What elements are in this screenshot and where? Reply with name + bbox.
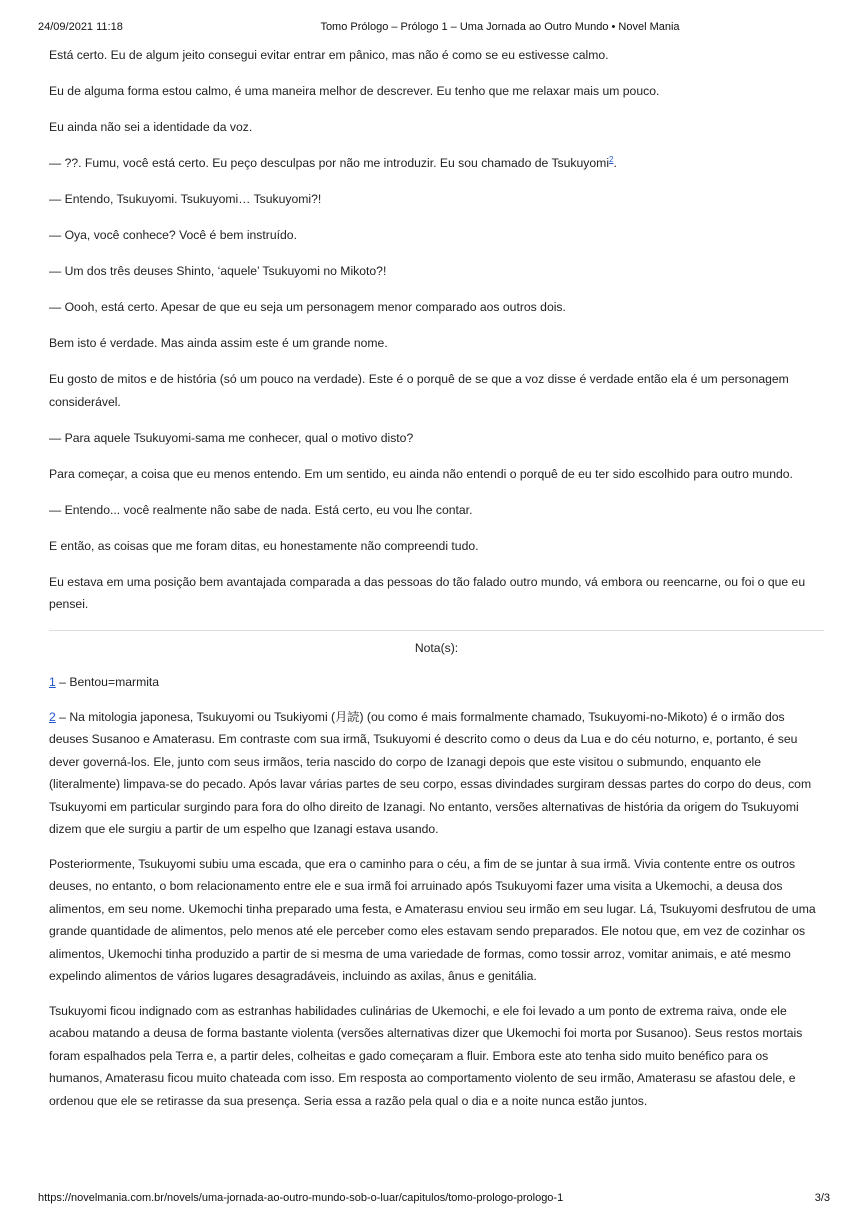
page-number: 3/3 [814,1192,830,1204]
paragraph: — Entendo, Tsukuyomi. Tsukuyomi… Tsukuyomi?! [49,192,322,206]
chapter-content [49,44,824,1124]
paragraph [49,152,824,175]
note-link-2[interactable]: 2 [49,709,56,724]
paragraph: — Oooh, está certo. Apesar de que eu seja um personagem menor comparado aos outros dois. [49,300,566,314]
paragraph: — Para aquele Tsukuyomi-sama me conhecer, qual o motivo disto? [49,430,414,445]
notes-title: Nota(s): [414,640,459,655]
paragraph-text: — ??. Fumu, você está certo. Eu peço desculpas por não me introduzir. Eu sou chamado de Tsukuyomi [49,156,610,170]
notes-section [49,637,824,1113]
paragraph-end: . [613,156,617,170]
note-text: – Bentou=marmita [55,675,160,689]
note-item [49,671,824,694]
notes-divider [49,630,824,631]
note-paragraph: Posteriormente, Tsukuyomi subiu uma escada, que era o caminho para o céu, a fim de se juntar à sua irmã. Vivia contente entre os outros deuses, no entanto, o bom relacionamento entre ele e sua irmã foi arruinado após Tsukuyomi fazer uma visita a Ukemochi, a deusa dos alimentos, em seu nome. Ukemochi tinha preparado uma festa, e Amaterasu enviou seu irmão em seu lugar. Lá, Tsukuyomi desfrutou de uma grande quantidade de alimentos, pelo menos até ele perceber como eles estavam sendo preparados. Ele notou que, em vez de cozinhar os alimentos, Ukemochi tinha produzido a partir de si mesma de uma variedade de formas, como tossir arroz, vomitar animais, e até mesmo expelindo alimentos de vários lugares desagradáveis, incluindo as axilas, ânus e genitália. [49,856,816,983]
page-url: https://novelmania.com.br/novels/uma-jornada-ao-outro-mundo-sob-o-luar/capitulos/tomo-prologo-prologo-1 [38,1192,564,1204]
paragraph: Eu ainda não sei a identidade da voz. [49,120,253,134]
paragraph: Está certo. Eu de algum jeito consegui evitar entrar em pânico, mas não é como se eu estivesse calmo. [49,48,609,62]
print-datetime: 24/09/2021 11:18 [38,21,123,33]
note-paragraph: Tsukuyomi ficou indignado com as estranhas habilidades culinárias de Ukemochi, e ele foi levado a um ponto de extrema raiva, onde ele acabou matando a deusa de forma bastante violenta (versões alternativas dizer que Ukemochi foi morta por Susanoo). Seus restos mortais foram espalhados pela Terra e, a partir deles, colheitas e gado começaram a fluir. Embora este ato tenha sido muito benéfico para os humanos, Amaterasu ficou muito chateada com isso. Em resposta ao comportamento violento de seu irmão, Amaterasu se afastou dele, e ordenou que ele se retirasse da sua presença. Seria essa a razão pela qual o dia e a noite nunca estão juntos. [49,1003,803,1108]
footnote-ref-link[interactable]: 2 [609,154,614,164]
note-link-1[interactable]: 1 [49,675,56,689]
page-title: Tomo Prólogo – Prólogo 1 – Uma Jornada ao Outro Mundo • Novel Mania [320,21,680,33]
paragraph: Eu gosto de mitos e de história (só um pouco na verdade). Este é o porquê de se que a voz disse é verdade então ela é um personagem considerável. [49,372,789,409]
paragraph: — Oya, você conhece? Você é bem instruído. [49,228,297,242]
paragraph: Eu de alguma forma estou calmo, é uma maneira melhor de descrever. Eu tenho que me relaxar mais um pouco. [49,84,660,98]
paragraph: Bem isto é verdade. Mas ainda assim este é um grande nome. [49,336,388,350]
paragraph: E então, as coisas que me foram ditas, eu honestamente não compreendi tudo. [49,538,479,553]
paragraph: — Um dos três deuses Shinto, ‘aquele’ Tsukuyomi no Mikoto?! [49,264,387,278]
note-text: – Na mitologia japonesa, Tsukuyomi ou Tsukiyomi (月読) (ou como é mais formalmente chamado, Tsukuyomi-no-Mikoto) é o irmão dos deuses Susanoo e Amaterasu. Em contraste com sua irmã, Tsukuyomi é descrito como o deus da Lua e do céu noturno, e, portanto, é seu dever governá-los. Ele, junto com seus irmãos, teria nascido do corpo de Izanagi depois que este visitou o submundo, enquanto ele (literalmente) limpava-se do pecado. Após lavar várias partes de seu corpo, essas divindades surgiram dessas partes do corpo do deus, com Tsukuyomi em particular surgindo para fora do olho direito de Izanagi. No entanto, versões alternativas de história da origem do Tsukuyomi dizem que ele surgiu a partir de um espelho que Izanagi estava usando. [49,709,812,836]
paragraph: Para começar, a coisa que eu menos entendo. Em um sentido, eu ainda não entendi o porquê de eu ter sido escolhido para outro mundo. [49,466,793,481]
paragraph: — Entendo... você realmente não sabe de nada. Está certo, eu vou lhe contar. [49,502,473,517]
note-item [49,706,824,841]
paragraph: Eu estava em uma posição bem avantajada comparada a das pessoas do tão falado outro mundo, vá embora ou reencarne, ou foi o que eu pensei. [49,574,806,611]
